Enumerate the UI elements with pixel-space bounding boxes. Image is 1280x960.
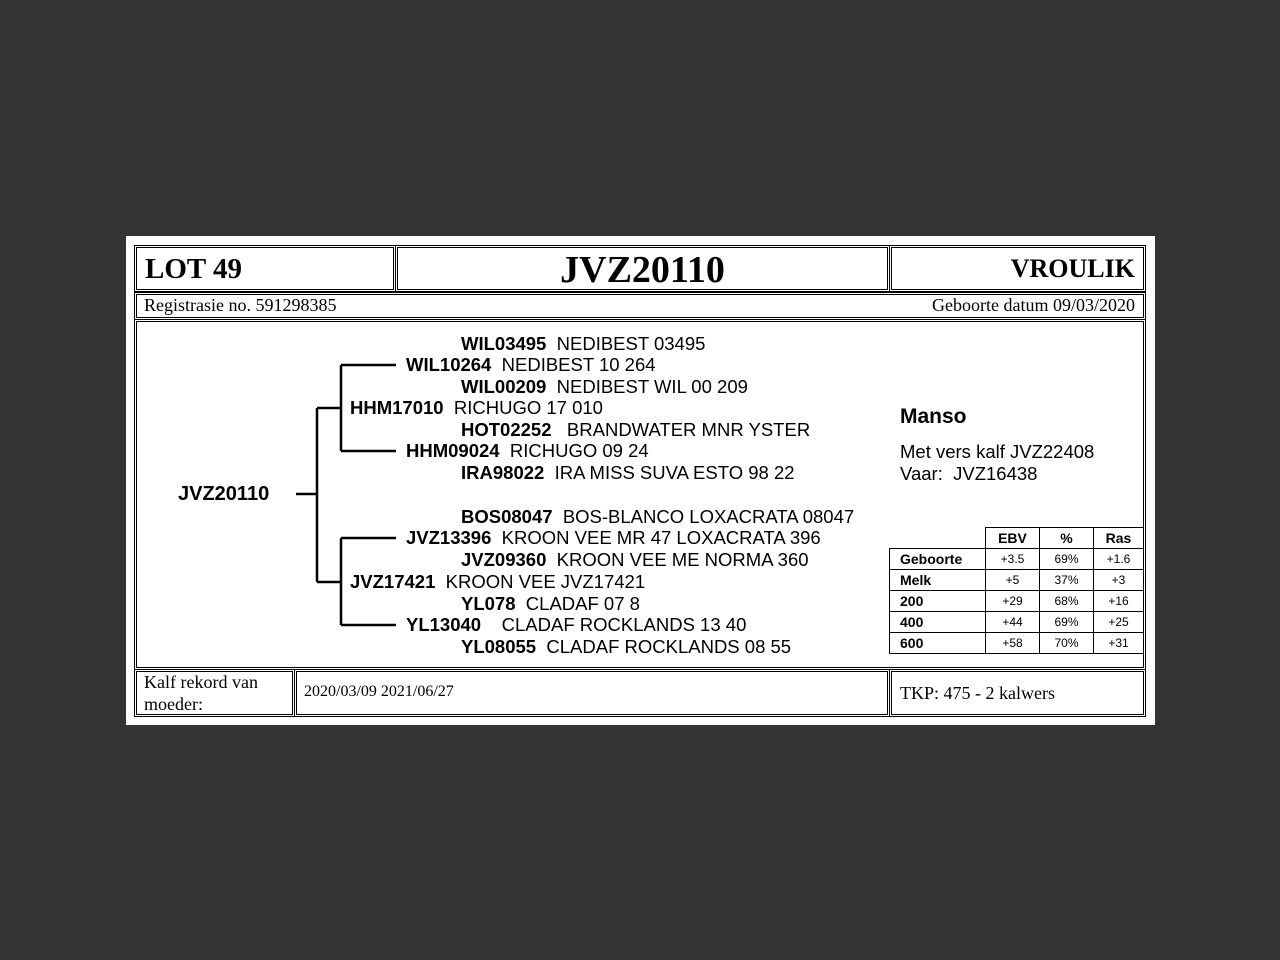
ebv-row-ras: +31 [1094, 633, 1144, 654]
animal-sex: VROULIK [1010, 254, 1135, 283]
pedigree-dam-dam-sire: YL078 CLADAF 07 8 [461, 593, 640, 614]
ebv-header-pct: % [1040, 528, 1094, 549]
calf-record-label: Kalf rekord van moeder: [144, 672, 258, 714]
remarks-line-2: Vaar: JVZ16438 [900, 463, 1038, 484]
ebv-row-pct: 69% [1040, 612, 1094, 633]
ebv-table [889, 527, 1144, 654]
pedigree-dam-dam-dam: YL08055 CLADAF ROCKLANDS 08 55 [461, 636, 792, 657]
ebv-row-ras: +3 [1094, 570, 1144, 591]
pedigree-dam-sire-sire: BOS08047 BOS-BLANCO LOXACRATA 08047 [461, 506, 855, 527]
ebv-row-pct: 37% [1040, 570, 1094, 591]
pedigree-sire: HHM17010 RICHUGO 17 010 [350, 397, 603, 418]
pedigree-dam-sire-dam: JVZ09360 KROON VEE ME NORMA 360 [461, 549, 809, 570]
ebv-header-ebv: EBV [986, 528, 1040, 549]
ebv-row [890, 570, 1144, 591]
pedigree-sire-sire-dam: WIL00209 NEDIBEST WIL 00 209 [461, 376, 748, 397]
ebv-row-ebv: +5 [986, 570, 1040, 591]
ebv-row-ebv: +3.5 [986, 549, 1040, 570]
ebv-header-ras: Ras [1094, 528, 1144, 549]
ebv-row [890, 591, 1144, 612]
pedigree-dam-sire: JVZ13396 KROON VEE MR 47 LOXACRATA 396 [406, 527, 821, 548]
ebv-row-label: 200 [890, 591, 986, 612]
calf-record-dates: 2020/03/09 2021/06/27 [304, 683, 454, 700]
ebv-row-label: Geboorte [890, 549, 986, 570]
ebv-row-ras: +16 [1094, 591, 1144, 612]
ebv-row-label: 400 [890, 612, 986, 633]
lot-number: LOT 49 [145, 253, 242, 285]
pedigree-sire-dam: HHM09024 RICHUGO 09 24 [406, 440, 649, 461]
pedigree-dam: JVZ17421 KROON VEE JVZ17421 [350, 571, 646, 592]
pedigree-sire-sire: WIL10264 NEDIBEST 10 264 [406, 354, 656, 375]
ebv-row [890, 633, 1144, 654]
ebv-header-row [890, 528, 1144, 549]
ebv-row-pct: 69% [1040, 549, 1094, 570]
remarks-line-1: Met vers kalf JVZ22408 [900, 441, 1095, 462]
ebv-row-ebv: +29 [986, 591, 1040, 612]
pedigree-subject: JVZ20110 [178, 483, 270, 505]
ebv-row-label: 600 [890, 633, 986, 654]
ebv-row-ebv: +44 [986, 612, 1040, 633]
animal-id: JVZ20110 [560, 249, 725, 291]
ebv-header-blank [890, 528, 986, 549]
pedigree-sire-sire-sire: WIL03495 NEDIBEST 03495 [461, 333, 706, 354]
ebv-row-pct: 68% [1040, 591, 1094, 612]
ebv-row [890, 612, 1144, 633]
ebv-row [890, 549, 1144, 570]
pedigree-sire-dam-dam: IRA98022 IRA MISS SUVA ESTO 98 22 [461, 462, 795, 483]
ebv-row-ebv: +58 [986, 633, 1040, 654]
tkp-value: TKP: 475 - 2 kalwers [900, 683, 1055, 703]
remarks-name: Manso [900, 405, 967, 428]
ebv-row-ras: +1.6 [1094, 549, 1144, 570]
birth-date: Geboorte datum 09/03/2020 [932, 295, 1135, 315]
ebv-row-label: Melk [890, 570, 986, 591]
pedigree-sire-dam-sire: HOT02252 BRANDWATER MNR YSTER [461, 419, 811, 440]
pedigree-dam-dam: YL13040 CLADAF ROCKLANDS 13 40 [406, 614, 747, 635]
ebv-row-pct: 70% [1040, 633, 1094, 654]
ebv-row-ras: +25 [1094, 612, 1144, 633]
registration-number: Registrasie no. 591298385 [144, 295, 337, 315]
